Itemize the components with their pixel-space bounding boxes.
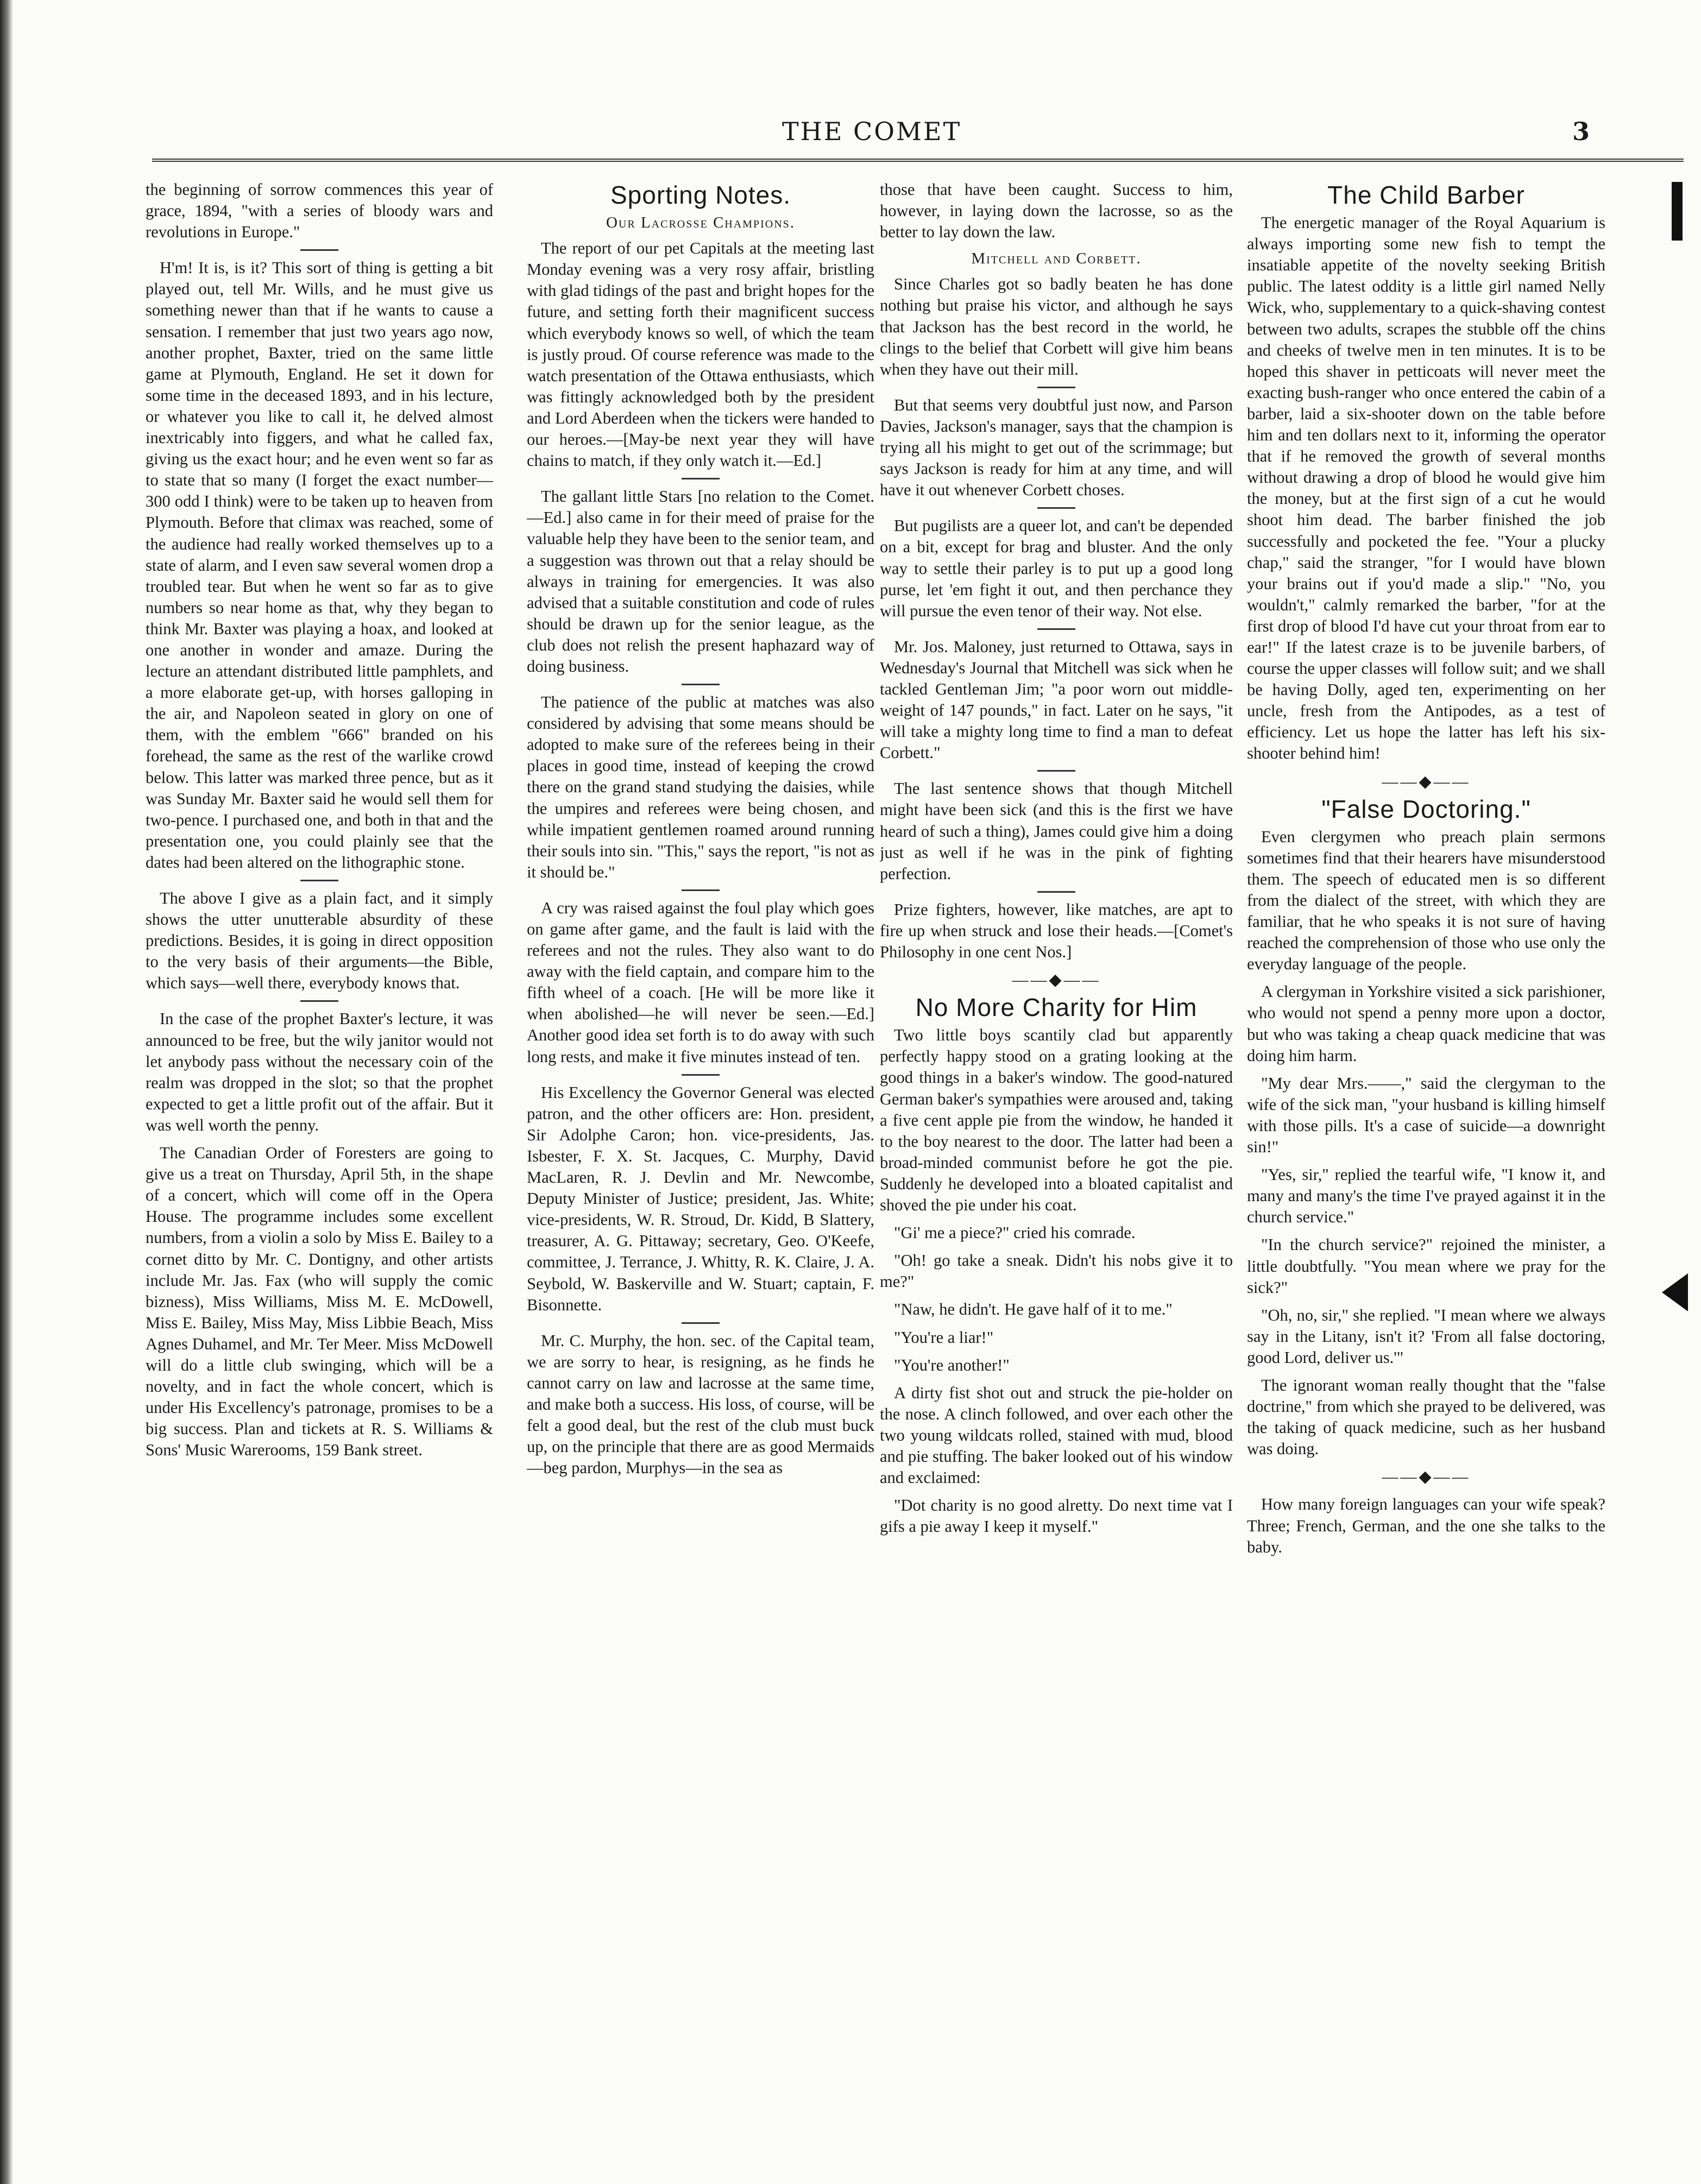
paragraph: A clergyman in Yorkshire visited a sick parishioner, who would not spend a penny more upon a doctor, but who was taking a cheap quack medicine that was doing him harm. (1247, 982, 1605, 1065)
paragraph: "Yes, sir," replied the tearful wife, "I know it, and many and many's the time I've prayed against it in the church service." (1247, 1165, 1605, 1227)
paragraph: A cry was raised against the foul play which goes on game after game, and the fault is laid with the referees and not the rules. They also want to do away with the field captain, and compare him to the fifth wheel of a coach. [He will be more like it when abolished—he will never be seen.—Ed.] Another good idea set forth is to do away with such long rests, and make it five minutes instead of ten. (527, 898, 874, 1066)
article-subheading: Our Lacrosse Champions. (606, 214, 796, 232)
paragraph: How many foreign languages can your wife speak? Three; French, German, and the one she talks to the baby. (1247, 1495, 1605, 1556)
paragraph: The ignorant woman really thought that the "false doctrine," from which she prayed to be delivered, was the taking of quack medicine, such as her husband was doing. (1247, 1375, 1605, 1459)
separator (682, 478, 720, 479)
separator (1037, 628, 1075, 630)
paragraph: "Oh! go take a sneak. Didn't his nobs give it to me?" (880, 1251, 1233, 1291)
ornament-divider: ——◆—— (1012, 971, 1101, 989)
header-rule (152, 159, 1684, 162)
paragraph: H'm! It is, is it? This sort of thing is getting a bit played out, tell Mr. Wills, and he must give us something newer than that if he wants to cause a sensation. I remember that just two years ago now, another prophet, Baxter, tried on the same little game at Plymouth, England. He set it down for some time in the deceased 1893, and in his lecture, or whatever you like to call it, he delved almost inextricably into figgers, and what he called fax, giving us the exact hour; and he even went so far as to state that so many (I forget the exact number—300 odd I think) were to be taken up to heaven from Plymouth. Before that climax was reached, some of the audience had really worked themselves up to a state of alarm, and I even saw several women drop a troubled tear. But when he went so far as to give numbers so near home as that, why they began to think Mr. Baxter was playing a hoax, and looked at one another in wonder and amaze. During the lecture an attendant distributed little pamphlets, and a more elaborate get-up, with horses galloping in the air, and Napoleon seated in glory on one of them, with the emblem "666" branded on his forehead, the same as the rest of the warlike crowd below. This latter was marked three pence, but as it was Sunday Mr. Baxter said he would sell them for two-pence. I purchased one, and both in that and the presentation one, you could plainly see that the dates had been altered on the lithographic stone. (146, 258, 493, 872)
article-heading: No More Charity for Him (915, 993, 1198, 1022)
separator (1037, 507, 1075, 509)
paragraph: Two little boys scantily clad but apparently perfectly happy stood on a grating looking at the good things in a baker's window. The good-natured German baker's sympathies were aroused and, taking a five cent apple pie from the window, he handed it to the boy nearest to the door. The latter had been a broad-minded communist before he got the pie. Suddenly he developed into a bloated capitalist and shoved the pie under his coat. (880, 1026, 1233, 1215)
scan-edge-shadow (0, 0, 13, 2184)
scan-margin-mark (1672, 182, 1683, 241)
column-1 (146, 179, 493, 2123)
paragraph: "Dot charity is no good alretty. Do next time vat I gifs a pie away I keep it myself." (880, 1496, 1233, 1536)
article-heading: "False Doctoring." (1321, 794, 1531, 823)
paragraph: "You're another!" (894, 1355, 1010, 1374)
paragraph: Mr. C. Murphy, the hon. sec. of the Capital team, we are sorry to hear, is resigning, as he finds he cannot carry on law and lacrosse at the same time, and make both a success. His loss, of course, will be felt a good deal, but the rest of the club must buck up, on the principle that there are as good Mermaids—beg pardon, Murphys—in the sea as (527, 1331, 874, 1478)
column-4 (1247, 179, 1605, 2123)
paragraph: His Excellency the Governor General was elected patron, and the other officers are: Hon. president, Sir Adolphe Caron; hon. vice-presidents, Jas. Isbester, F. X. St. Jacques, C. Murphy, David MacLaren, R. J. Devlin and Mr. Newcombe, Deputy Minister of Justice; president, Jas. White; vice-presidents, W. R. Stroud, Dr. Kidd, B Slattery, treasurer, A. G. Pittaway; secretary, Geo. O'Keefe, committee, J. Terrance, J. Whitty, R. K. Claire, J. A. Seybold, W. Baskerville and W. Stuart; captain, F. Bisonnette. (527, 1083, 874, 1314)
column-3 (880, 179, 1233, 2123)
separator (1037, 891, 1075, 893)
separator (1037, 770, 1075, 772)
separator (682, 1074, 720, 1076)
paragraph: "Naw, he didn't. He gave half of it to me." (894, 1300, 1173, 1319)
paragraph: "My dear Mrs.——," said the clergyman to the wife of the sick man, "your husband is killing himself with those pills. It's a case of suicide—a downright sin!" (1247, 1074, 1605, 1157)
paragraph: those that have been caught. Success to him, however, in laying down the lacrosse, so as the better to lay down the law. (880, 180, 1233, 242)
article-heading: Sporting Notes. (610, 181, 791, 209)
paragraph: "In the church service?" rejoined the minister, a little doubtfully. "You mean where we pray for the sick?" (1247, 1235, 1605, 1297)
paragraph: "You're a liar!" (894, 1328, 994, 1347)
paragraph: "Gi' me a piece?" cried his comrade. (894, 1223, 1136, 1242)
separator (300, 1000, 338, 1002)
separator (300, 249, 338, 251)
paragraph: Even clergymen who preach plain sermons sometimes find that their hearers have misunderstood them. The speech of educated men is so different from the dialect of the street, with which they are familiar, that he who speaks it is not sure of having reached the comprehension of those who use only the everyday language of the people. (1247, 827, 1605, 974)
ornament-divider: ——◆—— (1382, 1468, 1471, 1486)
paragraph: The last sentence shows that though Mitchell might have been sick (and this is the first we have heard of such a thing), James could give him a doing just as well if he was in the pink of fighting perfection. (880, 779, 1233, 883)
paragraph: The gallant little Stars [no relation to the Comet.—Ed.] also came in for their meed of praise for the valuable help they have been to the senior team, and a suggestion was thrown out that a relay should be always in training for emergencies. It was also advised that a suitable constitution and code of rules should be drawn up for the senior league, as the club does not relish the present haphazard way of doing business. (527, 487, 874, 676)
paragraph: The above I give as a plain fact, and it simply shows the utter unutterable absurdity of these predictions. Besides, it is going in direct opposition to the very basis of their arguments—the Bible, which says—well there, everybody knows that. (146, 889, 493, 993)
separator (300, 880, 338, 881)
paragraph: The patience of the public at matches was also considered by advising that some means should be adopted to make sure of the referees being in their places in good time, instead of keeping the crowd there on the grand stand studying the daisies, while the umpires and referees were being chosen, and while impatient gentlemen roamed around running their souls into sin. "This," says the report, "is not as it should be." (527, 693, 874, 881)
separator (682, 1322, 720, 1324)
paragraph: But that seems very doubtful just now, and Parson Davies, Jackson's manager, says that the champion is trying all his might to get out of the scrimmage; but says Jackson is ready for him at any time, and will have it out whenever Corbett choses. (880, 395, 1233, 500)
separator (682, 684, 720, 685)
paragraph: Mr. Jos. Maloney, just returned to Ottawa, says in Wednesday's Journal that Mitchell was sick when he tackled Gentleman Jim; "a poor worn out middle-weight of 147 pounds," in fact. Later on he says, "it will take a mighty long time to find a man to defeat Corbett." (880, 637, 1233, 762)
column-2 (527, 179, 874, 2123)
page-number: 3 (1572, 117, 1590, 146)
paragraph: A dirty fist shot out and struck the pie-holder on the nose. A clinch followed, and over each other the two young wildcats rolled, stained with mud, blood and pie stuffing. The baker looked out of his window and exclaimed: (880, 1383, 1233, 1487)
paragraph: But pugilists are a queer lot, and can't be depended on a bit, except for brag and bluster. And the only way to settle their parley is to put up a good long purse, let 'em fight it out, and then perchance they will pursue the even tenor of their way. Not else. (880, 516, 1233, 620)
paragraph: The report of our pet Capitals at the meeting last Monday evening was a very rosy affair, bristling with glad tidings of the past and bright hopes for the future, and setting forth their magnificent success which everybody knows so well, of which the team is justly proud. Of course reference was made to the watch presentation of the Ottawa enthusiasts, which was fittingly acknowledged both by the president and Lord Aberdeen when the tickers were handed to our heroes.—[May-be next year they will have chains to match, if they only watch it.—Ed.] (527, 239, 874, 470)
masthead: THE COMET (782, 117, 962, 146)
paragraph: In the case of the prophet Baxter's lecture, it was announced to be free, but the wily janitor would not let anybody pass without the necessary coin of the realm was dropped in the slot; so that the prophet expected to get a little profit out of the affair. But it was well worth the penny. (146, 1009, 493, 1134)
ornament-divider: ——◆—— (1382, 772, 1471, 791)
scan-margin-arrow (1662, 1273, 1688, 1311)
paragraph: Prize fighters, however, like matches, are apt to fire up when struck and lose their heads.—[Comet's Philosophy in one cent Nos.] (880, 900, 1233, 961)
paragraph: the beginning of sorrow commences this year of grace, 1894, "with a series of bloody wars and revolutions in Europe." (146, 180, 493, 242)
running-header (0, 117, 1701, 155)
separator (1037, 387, 1075, 388)
article-subheading: Mitchell and Corbett. (971, 250, 1142, 268)
paragraph: The energetic manager of the Royal Aquarium is always importing some new fish to tempt the insatiable appetite of the novelty seeking British public. The latest oddity is a little girl named Nelly Wick, who, supplementary to a quick-shaving contest between two adults, scrapes the stubble off the chins and cheeks of twelve men in ten minutes. It is to be hoped this shaver in petticoats will never meet the exacting bush-ranger who once entered the cabin of a barber, laid a six-shooter down on the table before him and ten dollars next to it, informing the operator that if he removed the growth of several months without drawing a drop of blood he would give him the money, but at the first sign of a cut he would shoot him dead. The barber finished the job successfully and pocketed the fee. "Your a plucky chap," said the stranger, "for I would have blown your brains out if you'd made a slip." "No, you wouldn't," calmly remarked the barber, "for at the first drop of blood I'd have cut your throat from ear to ear!" If the latest craze is to be juvenile barbers, of course the upper classes will follow suit; and we shall be having Dolly, aged ten, experimenting on her uncle, fresh from the Antipodes, as a test of efficiency. Let us hope the latter has left his six-shooter behind him! (1247, 213, 1605, 763)
paragraph: "Oh, no, sir," she replied. "I mean where we always say in the Litany, isn't it? 'From all false doctoring, good Lord, deliver us.'" (1247, 1305, 1605, 1367)
separator (682, 889, 720, 891)
paragraph: The Canadian Order of Foresters are going to give us a treat on Thursday, April 5th, in the shape of a concert, which will come off in the Opera House. The programme includes some excellent numbers, from a violin a solo by Miss E. Bailey to a cornet ditto by Mr. C. Dontigny, and other artists include Mr. Jas. Fax (who will supply the comic bizness), Miss Williams, Miss M. E. McDowell, Miss E. Bailey, Miss May, Miss Libbie Beach, Miss Agnes Duhamel, and Mr. Ter Meer. Miss McDowell will do a little club swinging, which will be a novelty, and in fact the whole concert, which is under His Excellency's patronage, promises to be a big success. Plan and tickets at R. S. Williams & Sons' Music Warerooms, 159 Bank street. (146, 1144, 493, 1460)
paragraph: Since Charles got so badly beaten he has done nothing but praise his victor, and although he says that Jackson has the best record in the world, he clings to the belief that Corbett will give him beans when they have out their mill. (880, 275, 1233, 378)
article-heading: The Child Barber (1327, 181, 1525, 209)
